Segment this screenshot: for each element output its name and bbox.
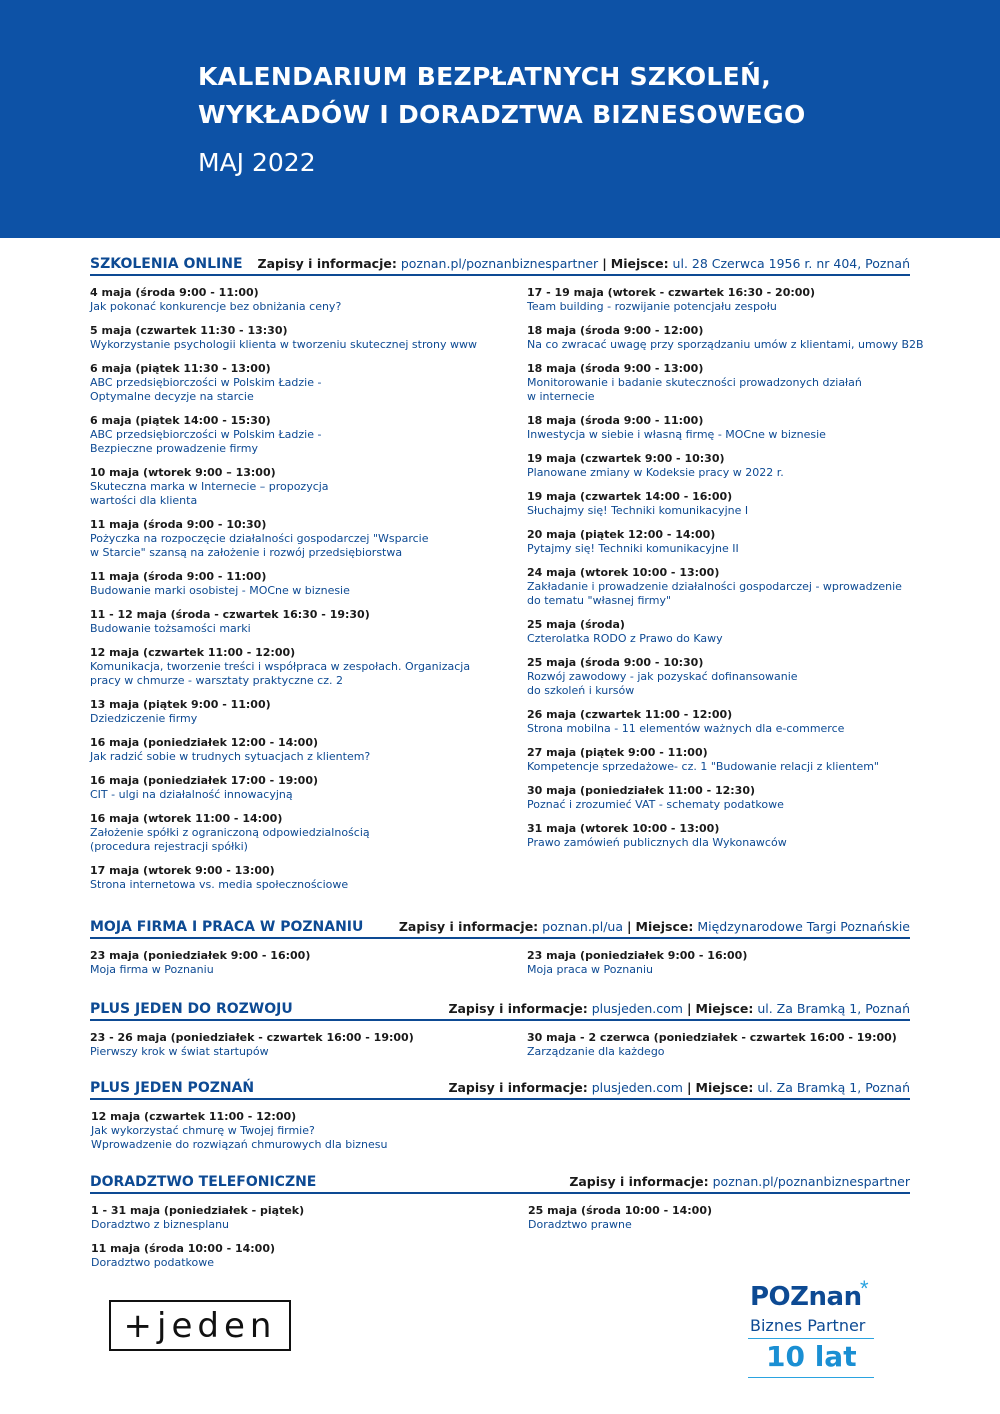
event-item	[527, 1031, 910, 1059]
event-date: 24 maja (wtorek 10:00 - 13:00)	[527, 566, 720, 579]
section-doradztwo	[90, 1174, 910, 1274]
event-title-line: Skuteczna marka w Internecie – propozycja	[90, 480, 329, 493]
section-info	[399, 919, 910, 934]
event-item	[527, 708, 910, 736]
event-title-line: do tematu "własnej firmy"	[527, 594, 672, 607]
event-item	[90, 864, 510, 892]
event-title-line: Pożyczka na rozpoczęcie działalności gospodarczej "Wsparcie	[90, 532, 429, 545]
event-title-line: Jak radzić sobie w trudnych sytuacjach z klientem?	[90, 750, 371, 763]
event-item	[90, 324, 510, 352]
miejsce-label: Miejsce:	[695, 1080, 754, 1095]
events-left-column	[91, 1110, 511, 1162]
event-title-line: Zakładanie i prowadzenie działalności gospodarczej - wprowadzenie	[527, 580, 902, 593]
event-title[interactable]	[527, 466, 910, 480]
signup-link[interactable]: plusjeden.com	[591, 1001, 683, 1016]
event-date: 18 maja (środa 9:00 - 11:00)	[527, 414, 704, 427]
event-item	[90, 736, 510, 764]
section-header	[90, 1080, 910, 1100]
event-title-line: Bezpieczne prowadzenie firmy	[90, 442, 258, 455]
event-title[interactable]	[527, 580, 910, 608]
section-info	[258, 256, 910, 271]
event-title[interactable]	[527, 338, 924, 352]
event-title[interactable]	[90, 338, 510, 352]
event-title[interactable]	[527, 428, 910, 442]
header-title-line1: KALENDARIUM BEZPŁATNYCH SZKOLEŃ,	[198, 62, 772, 91]
header-banner	[0, 0, 1000, 238]
section-header	[90, 256, 910, 276]
event-item	[527, 949, 910, 977]
event-title-line: Jak wykorzystać chmurę w Twojej firmie?	[91, 1124, 315, 1137]
event-title[interactable]	[527, 1045, 910, 1059]
event-title-line: Wprowadzenie do rozwiązań chmurowych dla biznesu	[91, 1138, 388, 1151]
section-online	[90, 256, 924, 896]
event-title-line: Słuchajmy się! Techniki komunikacyjne I	[527, 504, 749, 517]
events-right-column	[528, 1204, 911, 1242]
event-title[interactable]	[90, 480, 510, 508]
miejsce-label: Miejsce:	[610, 256, 669, 271]
event-title-line: Planowane zmiany w Kodeksie pracy w 2022 r.	[527, 466, 784, 479]
section-title: PLUS JEDEN POZNAŃ	[90, 1080, 255, 1096]
event-title[interactable]	[91, 1256, 511, 1270]
poznan-biznes-partner-logo	[748, 1278, 878, 1378]
event-title-line: Wykorzystanie psychologii klienta w tworzeniu skutecznej strony www	[90, 338, 477, 351]
event-title-line: Inwestycja w siebie i własną firmę - MOCne w biznesie	[527, 428, 826, 441]
events-left-column	[91, 1204, 511, 1280]
event-date: 5 maja (czwartek 11:30 - 13:30)	[90, 324, 288, 337]
section-title: MOJA FIRMA I PRACA W POZNANIU	[90, 919, 364, 935]
event-title-line: Czterolatka RODO z Prawo do Kawy	[527, 632, 723, 645]
event-date: 11 - 12 maja (środa - czwartek 16:30 - 19:30)	[90, 608, 370, 621]
zapisy-label: Zapisy i informacje:	[448, 1080, 588, 1095]
event-date: 25 maja (środa 9:00 - 10:30)	[527, 656, 704, 669]
separator: |	[626, 919, 632, 934]
event-date: 10 maja (wtorek 9:00 – 13:00)	[90, 466, 276, 479]
event-title-line: do szkoleń i kursów	[527, 684, 635, 697]
event-title[interactable]	[528, 1218, 911, 1232]
event-title-line: Strona internetowa vs. media społecznościowe	[90, 878, 349, 891]
event-item	[90, 774, 510, 802]
event-date: 17 - 19 maja (wtorek - czwartek 16:30 - 20:00)	[527, 286, 816, 299]
event-date: 6 maja (piątek 14:00 - 15:30)	[90, 414, 271, 427]
event-date: 16 maja (wtorek 11:00 - 14:00)	[90, 812, 283, 825]
events-left-column	[90, 949, 510, 987]
event-item	[527, 452, 910, 480]
event-title-line: Doradztwo z biznesplanu	[91, 1218, 230, 1231]
event-title-line: Zarządzanie dla każdego	[527, 1045, 665, 1058]
event-title-line: Pytajmy się! Techniki komunikacyjne II	[527, 542, 739, 555]
poznan-logo-name: POZnan	[750, 1282, 862, 1312]
section-info	[448, 1001, 910, 1016]
event-title[interactable]	[90, 660, 510, 688]
event-item	[90, 286, 510, 314]
asterisk-icon: *	[860, 1276, 869, 1301]
event-date: 31 maja (wtorek 10:00 - 13:00)	[527, 822, 720, 835]
event-date: 16 maja (poniedziałek 12:00 - 14:00)	[90, 736, 319, 749]
event-title[interactable]	[527, 760, 910, 774]
event-item	[90, 466, 510, 508]
event-title[interactable]	[90, 788, 510, 802]
separator: |	[602, 256, 607, 271]
event-item	[90, 414, 510, 456]
event-title-line: Poznać i zrozumieć VAT - schematy podatkowe	[527, 798, 784, 811]
event-title[interactable]	[527, 670, 910, 698]
event-item	[527, 528, 910, 556]
event-title-line: Na co zwracać uwagę przy sporządzaniu umów z klientami, umowy B2B	[527, 338, 924, 351]
zapisy-label: Zapisy i informacje:	[569, 1174, 709, 1189]
section-header	[90, 1174, 910, 1194]
event-item	[91, 1242, 511, 1270]
place-text: ul. 28 Czerwca 1956 r. nr 404, Poznań	[672, 256, 910, 271]
event-date: 23 - 26 maja (poniedziałek - czwartek 16:00 - 19:00)	[90, 1031, 414, 1044]
event-title-line: pracy w chmurze - warsztaty praktyczne cz. 2	[90, 674, 343, 687]
event-title[interactable]	[90, 878, 510, 892]
section-info	[448, 1080, 910, 1095]
event-item	[91, 1204, 511, 1232]
event-title-line: Pierwszy krok w świat startupów	[90, 1045, 269, 1058]
event-date: 11 maja (środa 10:00 - 14:00)	[91, 1242, 276, 1255]
events-left-column	[90, 1031, 510, 1069]
event-date: 26 maja (czwartek 11:00 - 12:00)	[527, 708, 733, 721]
event-date: 19 maja (czwartek 9:00 - 10:30)	[527, 452, 725, 465]
plus-jeden-logo-text: +jeden	[123, 1306, 277, 1346]
event-title[interactable]	[90, 584, 510, 598]
event-item	[90, 608, 510, 636]
event-date: 25 maja (środa 10:00 - 14:00)	[528, 1204, 713, 1217]
event-title[interactable]	[90, 428, 510, 456]
event-title[interactable]	[527, 722, 910, 736]
signup-link[interactable]: plusjeden.com	[591, 1080, 683, 1095]
event-title-line: Komunikacja, tworzenie treści i współpraca w zespołach. Organizacja	[90, 660, 471, 673]
header-title-line2: WYKŁADÓW I DORADZTWA BIZNESOWEGO	[198, 100, 806, 129]
event-title-line: Moja firma w Poznaniu	[90, 963, 214, 976]
event-date: 30 maja (poniedziałek 11:00 - 12:30)	[527, 784, 756, 797]
poznan-logo-years: 10 lat	[766, 1340, 857, 1373]
event-item	[527, 618, 910, 646]
section-moja-firma	[90, 919, 910, 989]
event-title-line: Doradztwo podatkowe	[91, 1256, 214, 1269]
event-title-line: Założenie spółki z ograniczoną odpowiedzialnością	[90, 826, 370, 839]
event-title-line: Moja praca w Poznaniu	[527, 963, 653, 976]
event-title-line: Monitorowanie i badanie skuteczności prowadzonych działań	[527, 376, 862, 389]
event-date: 30 maja - 2 czerwca (poniedziałek - czwartek 16:00 - 19:00)	[527, 1031, 897, 1044]
event-item	[90, 646, 510, 688]
separator: |	[686, 1001, 692, 1016]
place-text: Międzynarodowe Targi Poznańskie	[697, 919, 910, 934]
event-item	[90, 362, 510, 404]
event-date: 11 maja (środa 9:00 - 11:00)	[90, 570, 267, 583]
signup-link[interactable]: poznan.pl/ua	[542, 919, 623, 934]
place-text: ul. Za Bramką 1, Poznań	[757, 1001, 910, 1016]
event-title[interactable]	[527, 632, 910, 646]
event-date: 20 maja (piątek 12:00 - 14:00)	[527, 528, 716, 541]
section-title: DORADZTWO TELEFONICZNE	[90, 1174, 317, 1190]
event-title-line: (procedura rejestracji spółki)	[90, 840, 248, 853]
event-title-line: ABC przedsiębiorczości w Polskim Ładzie -	[90, 428, 322, 441]
event-item	[90, 570, 510, 598]
event-title-line: w Starcie" szansą na założenie i rozwój przedsiębiorstwa	[90, 546, 403, 559]
event-date: 18 maja (środa 9:00 - 12:00)	[527, 324, 704, 337]
plus-jeden-logo	[109, 1300, 291, 1351]
divider	[748, 1338, 874, 1339]
event-item	[90, 812, 510, 854]
header-subtitle: MAJ 2022	[198, 148, 316, 177]
event-title-line: Strona mobilna - 11 elementów ważnych dla e-commerce	[527, 722, 845, 735]
event-title[interactable]	[527, 542, 910, 556]
event-item	[527, 490, 910, 518]
section-header	[90, 919, 910, 939]
event-item	[90, 1031, 510, 1059]
event-item	[528, 1204, 911, 1232]
event-title-line: Budowanie marki osobistej - MOCne w biznesie	[90, 584, 350, 597]
event-date: 11 maja (środa 9:00 - 10:30)	[90, 518, 267, 531]
event-title-line: Doradztwo prawne	[528, 1218, 632, 1231]
event-title-line: Prawo zamówień publicznych dla Wykonawców	[527, 836, 787, 849]
events-right-column	[527, 949, 910, 987]
section-info	[569, 1174, 910, 1189]
event-item	[90, 518, 510, 560]
event-title[interactable]	[527, 376, 910, 404]
divider	[748, 1377, 874, 1378]
event-date: 4 maja (środa 9:00 - 11:00)	[90, 286, 259, 299]
miejsce-label: Miejsce:	[635, 919, 694, 934]
event-title-line: Jak pokonać konkurencje bez obniżania ceny?	[90, 300, 342, 313]
event-title[interactable]	[90, 1045, 510, 1059]
event-title-line: Kompetencje sprzedażowe- cz. 1 "Budowanie relacji z klientem"	[527, 760, 879, 773]
event-item	[527, 324, 924, 352]
event-item	[527, 822, 910, 850]
event-date: 27 maja (piątek 9:00 - 11:00)	[527, 746, 708, 759]
event-title-line: wartości dla klienta	[90, 494, 198, 507]
event-title[interactable]	[527, 300, 910, 314]
event-item	[527, 784, 910, 812]
separator: |	[686, 1080, 692, 1095]
signup-link[interactable]: poznan.pl/poznanbiznespartner	[712, 1174, 910, 1189]
event-title[interactable]	[527, 504, 910, 518]
event-item	[90, 698, 510, 726]
event-item	[90, 949, 510, 977]
section-title: PLUS JEDEN DO ROZWOJU	[90, 1001, 293, 1017]
event-item	[91, 1110, 511, 1152]
event-title[interactable]	[90, 376, 510, 404]
event-item	[527, 746, 910, 774]
event-date: 12 maja (czwartek 11:00 - 12:00)	[90, 646, 296, 659]
event-title-line: Budowanie tożsamości marki	[90, 622, 251, 635]
events-right-column	[527, 1031, 910, 1069]
event-date: 19 maja (czwartek 14:00 - 16:00)	[527, 490, 733, 503]
event-title[interactable]	[90, 712, 510, 726]
section-plus-jeden-poznan	[90, 1080, 910, 1160]
events-left-column	[90, 286, 510, 902]
zapisy-label: Zapisy i informacje:	[398, 919, 539, 934]
event-date: 16 maja (poniedziałek 17:00 - 19:00)	[90, 774, 319, 787]
event-title[interactable]	[90, 750, 510, 764]
signup-link[interactable]: poznan.pl/poznanbiznespartner	[400, 256, 599, 271]
event-item	[527, 656, 910, 698]
event-title-line: Rozwój zawodowy - jak pozyskać dofinansowanie	[527, 670, 798, 683]
event-date: 6 maja (piątek 11:30 - 13:00)	[90, 362, 271, 375]
event-date: 23 maja (poniedziałek 9:00 - 16:00)	[90, 949, 311, 962]
event-item	[527, 414, 910, 442]
place-text: ul. Za Bramką 1, Poznań	[757, 1080, 910, 1095]
event-date: 25 maja (środa)	[527, 618, 625, 631]
events-right-column	[527, 286, 924, 860]
event-title-line: Optymalne decyzje na starcie	[90, 390, 254, 403]
event-title[interactable]	[527, 836, 910, 850]
event-title-line: Team building - rozwijanie potencjału zespołu	[527, 300, 777, 313]
event-title[interactable]	[90, 963, 510, 977]
event-item	[527, 566, 910, 608]
zapisy-label: Zapisy i informacje:	[448, 1001, 588, 1016]
event-title-line: Dziedziczenie firmy	[90, 712, 198, 725]
event-title[interactable]	[527, 963, 910, 977]
event-title[interactable]	[527, 798, 910, 812]
event-item	[527, 286, 910, 314]
event-date: 18 maja (środa 9:00 - 13:00)	[527, 362, 704, 375]
event-date: 1 - 31 maja (poniedziałek - piątek)	[91, 1204, 305, 1217]
event-title-line: CIT - ulgi na działalność innowacyjną	[90, 788, 293, 801]
zapisy-label: Zapisy i informacje:	[257, 256, 397, 271]
event-title[interactable]	[91, 1218, 511, 1232]
event-title[interactable]	[90, 826, 510, 854]
event-date: 17 maja (wtorek 9:00 - 13:00)	[90, 864, 275, 877]
section-title: SZKOLENIA ONLINE	[90, 256, 243, 272]
event-title[interactable]	[90, 622, 510, 636]
event-item	[527, 362, 910, 404]
event-title-line: w internecie	[527, 390, 595, 403]
event-date: 13 maja (piątek 9:00 - 11:00)	[90, 698, 271, 711]
section-plus-jeden-rozwoj	[90, 1001, 910, 1071]
poznan-logo-subtitle: Biznes Partner	[750, 1316, 866, 1335]
miejsce-label: Miejsce:	[695, 1001, 754, 1016]
event-title-line: ABC przedsiębiorczości w Polskim Ładzie -	[90, 376, 322, 389]
event-date: 23 maja (poniedziałek 9:00 - 16:00)	[527, 949, 748, 962]
event-title[interactable]	[90, 300, 510, 314]
event-title[interactable]	[91, 1124, 511, 1152]
section-header	[90, 1001, 910, 1021]
event-date: 12 maja (czwartek 11:00 - 12:00)	[91, 1110, 297, 1123]
event-title[interactable]	[90, 532, 510, 560]
